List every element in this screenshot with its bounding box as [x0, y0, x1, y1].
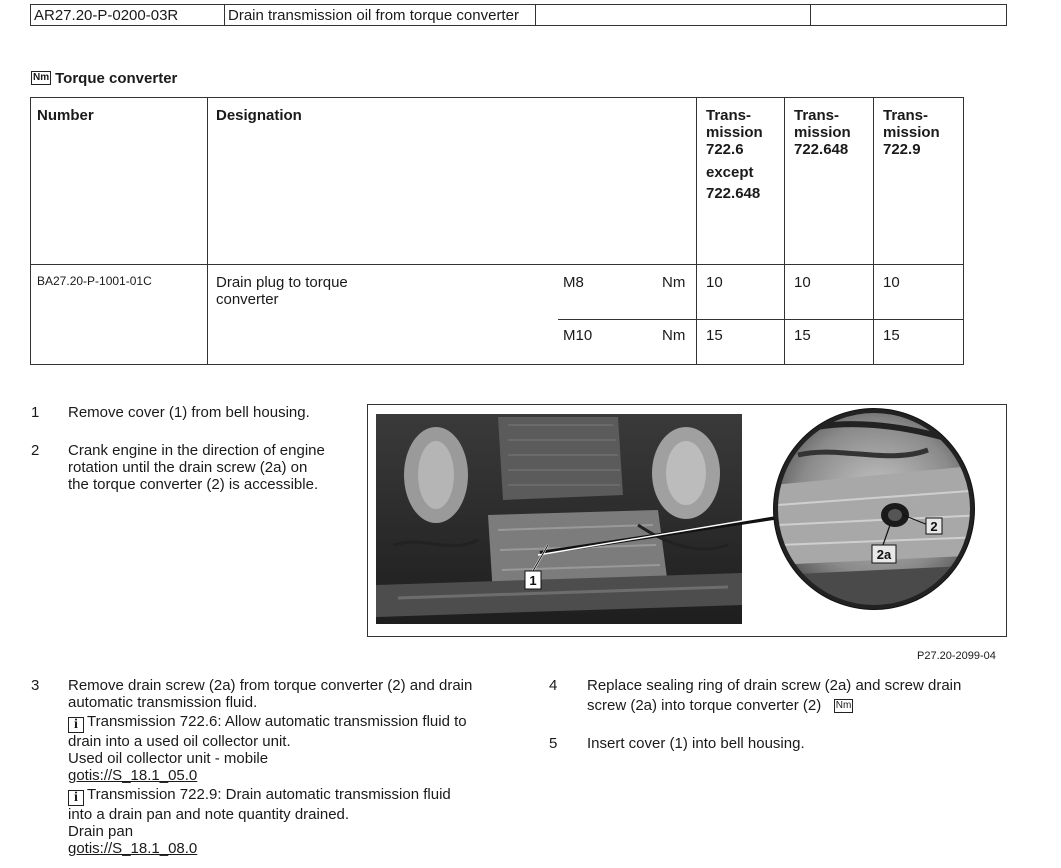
gotis-link-oil-collector[interactable]: gotis://S_18.1_05.0 [68, 767, 198, 784]
gotis-link-drain-pan[interactable]: gotis://S_18.1_08.0 [68, 840, 198, 857]
document-title: Drain transmission oil from torque converter [228, 7, 519, 24]
step-4-text: Replace sealing ring of drain screw (2a) and screw drain screw (2a) into torque converter (2) Nm [587, 677, 962, 714]
info-icon: i [68, 717, 84, 733]
step-5-text: Insert cover (1) into bell housing. [587, 735, 805, 752]
row-m10-val-3: 15 [883, 327, 900, 344]
transmission-photo [367, 404, 1007, 637]
document-header [30, 4, 1007, 26]
row-m8-size: M8 [563, 274, 584, 291]
tool-drain-pan: Drain pan [68, 823, 134, 840]
step-4-number: 4 [549, 677, 558, 694]
header-number: Number [37, 107, 94, 124]
row-designation: Drain plug to torque converter [216, 274, 348, 308]
torque-nm-icon[interactable]: Nm [835, 700, 852, 712]
row-m8-unit: Nm [662, 274, 686, 291]
step-2-number: 2 [31, 442, 40, 459]
row-m8-val-2: 10 [794, 274, 811, 291]
header-trans-722-9: Trans- mission 722.9 [883, 107, 940, 158]
step-5-number: 5 [549, 735, 558, 752]
figure-label-cover: 1 [529, 573, 537, 588]
step-1-number: 1 [31, 404, 40, 421]
row-m10-size: M10 [563, 327, 593, 344]
header-designation: Designation [216, 107, 302, 124]
info-icon: i [68, 790, 84, 806]
row-m8-val-1: 10 [706, 274, 723, 291]
torque-table [30, 97, 964, 365]
figure-label-converter: 2 [930, 519, 938, 534]
header-trans-722-6: Trans- mission 722.6 except 722.648 [706, 107, 763, 202]
row-m8-val-3: 10 [883, 274, 900, 291]
underbody-photo-illustration [368, 405, 1006, 636]
figure-caption: P27.20-2099-04 [917, 650, 996, 662]
row-number: BA27.20-P-1001-01C [37, 274, 152, 288]
step-1-text: Remove cover (1) from bell housing. [68, 404, 310, 421]
row-m10-val-1: 15 [706, 327, 723, 344]
step-3-number: 3 [31, 677, 40, 694]
document-code: AR27.20-P-0200-03R [34, 7, 179, 24]
step-3-text: Remove drain screw (2a) from torque converter (2) and drain automatic transmission fluid. i Transmission 722.6: Allow automatic transmission fluid to drain into a used oil collector unit. Used oil collector unit - mobile gotis://S_18.1_05.0 i Transmission 722.9: Drain automatic transmission fluid into a drain pan and note quantity drained. Drain pan gotis://S_18.1_08.0 [68, 677, 508, 857]
tool-used-oil-collector: Used oil collector unit - mobile [68, 750, 269, 767]
row-m10-unit: Nm [662, 327, 686, 344]
torque-nm-icon: Nm [33, 72, 50, 84]
section-title: Torque converter [55, 69, 178, 87]
row-m10-val-2: 15 [794, 327, 811, 344]
figure-label-screw: 2a [876, 547, 892, 562]
header-trans-722-648: Trans- mission 722.648 [794, 107, 851, 158]
step-2-text: Crank engine in the direction of engine rotation until the drain screw (2a) on the torque converter (2) is accessible. [68, 442, 325, 493]
section-heading [31, 69, 177, 87]
